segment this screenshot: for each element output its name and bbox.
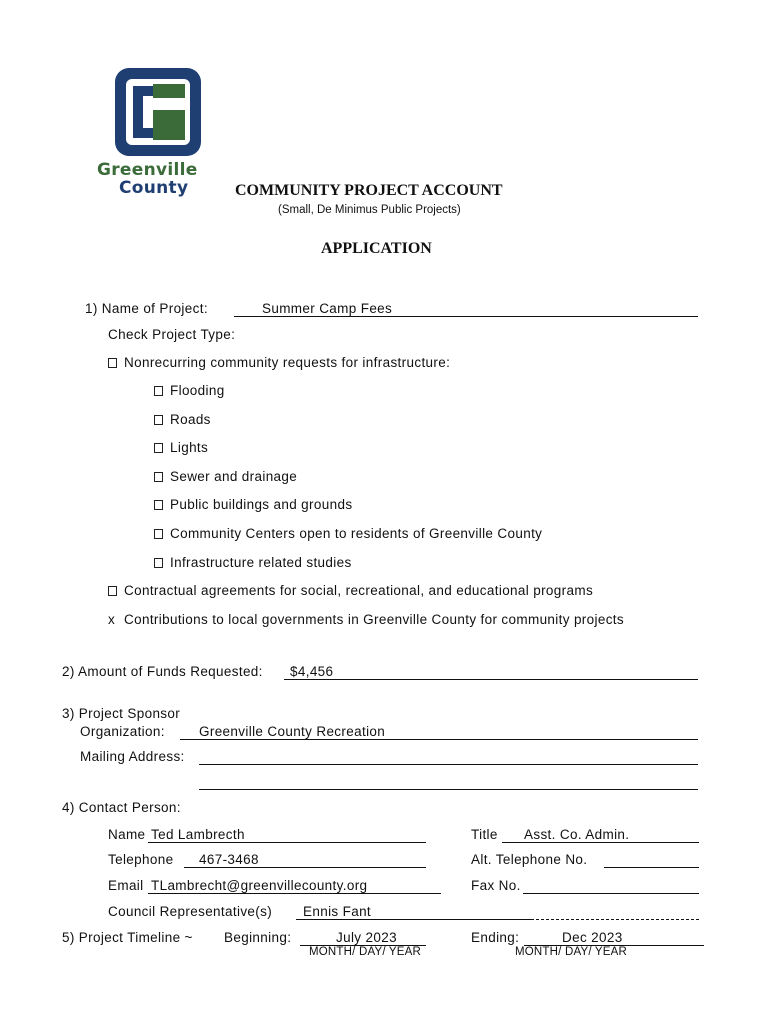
q4-label: 4) Contact Person: — [62, 800, 181, 815]
mailing-address-label: Mailing Address: — [80, 749, 185, 764]
checkbox[interactable] — [154, 472, 163, 482]
check-type-label: Check Project Type: — [108, 327, 236, 342]
fax-label: Fax No. — [471, 878, 521, 893]
option-sewer[interactable]: Sewer and drainage — [154, 469, 297, 484]
council-line-ext — [536, 919, 699, 920]
name-label: Name — [108, 827, 146, 842]
ending-label: Ending: — [471, 930, 520, 945]
option-public-buildings[interactable]: Public buildings and grounds — [154, 497, 352, 512]
organization-line — [180, 739, 698, 740]
title-label: Title — [471, 827, 498, 842]
name-line — [148, 842, 426, 843]
option-contractual[interactable]: Contractual agreements for social, recreational, and educational programs — [108, 583, 593, 598]
logo-line1: Greenville — [97, 160, 198, 180]
project-name-line — [234, 316, 698, 317]
project-name-value[interactable]: Summer Camp Fees — [262, 301, 393, 316]
checkbox[interactable] — [108, 586, 117, 596]
option-community-centers[interactable]: Community Centers open to residents of Greenville County — [154, 526, 542, 541]
amount-line — [284, 679, 698, 680]
alt-telephone-line[interactable] — [604, 867, 699, 868]
q2-label: 2) Amount of Funds Requested: — [62, 664, 263, 679]
q1-label: 1) Name of Project: — [85, 301, 208, 316]
beginning-label: Beginning: — [224, 930, 292, 945]
q5-label: 5) Project Timeline ~ — [62, 930, 193, 945]
telephone-label: Telephone — [108, 852, 174, 867]
telephone-value[interactable]: 467-3468 — [199, 852, 259, 867]
greenville-county-logo — [95, 64, 225, 204]
option-infrastructure-studies[interactable]: Infrastructure related studies — [154, 555, 352, 570]
checkbox[interactable] — [154, 558, 163, 568]
option-flooding[interactable]: Flooding — [154, 383, 225, 398]
fax-line[interactable] — [523, 893, 699, 894]
checkbox[interactable] — [108, 358, 117, 368]
form-title: COMMUNITY PROJECT ACCOUNT — [235, 182, 503, 199]
option-roads[interactable]: Roads — [154, 412, 211, 427]
checkbox[interactable] — [154, 529, 163, 539]
email-line — [148, 893, 441, 894]
gc-logo-icon — [95, 64, 225, 164]
telephone-line — [184, 867, 426, 868]
mailing-address-line-1[interactable] — [199, 764, 698, 765]
organization-label: Organization: — [80, 724, 165, 739]
beginning-date-hint: MONTH/ DAY/ YEAR — [309, 946, 422, 958]
council-label: Council Representative(s) — [108, 904, 273, 919]
alt-telephone-label: Alt. Telephone No. — [471, 852, 588, 867]
organization-value[interactable]: Greenville County Recreation — [199, 724, 386, 739]
name-value[interactable]: Ted Lambrecth — [151, 827, 245, 842]
checkbox[interactable] — [154, 500, 163, 510]
q3-label: 3) Project Sponsor — [62, 706, 181, 721]
option-contributions[interactable]: x Contributions to local governments in Greenville County for community projects — [108, 612, 625, 627]
email-label: Email — [108, 878, 144, 893]
checked-mark[interactable]: x — [108, 612, 116, 627]
email-value[interactable]: TLambrecht@greenvillecounty.org — [151, 878, 368, 893]
form-subtitle: (Small, De Minimus Public Projects) — [278, 204, 461, 216]
title-value[interactable]: Asst. Co. Admin. — [524, 827, 630, 842]
mailing-address-line-2[interactable] — [199, 789, 698, 790]
ending-value[interactable]: Dec 2023 — [562, 930, 623, 945]
logo-line2: County — [119, 178, 189, 198]
amount-value[interactable]: $4,456 — [290, 664, 334, 679]
option-lights[interactable]: Lights — [154, 440, 208, 455]
council-value[interactable]: Ennis Fant — [303, 904, 372, 919]
option-nonrecurring[interactable]: Nonrecurring community requests for infrastructure: — [108, 355, 450, 370]
beginning-value[interactable]: July 2023 — [336, 930, 397, 945]
ending-date-hint: MONTH/ DAY/ YEAR — [515, 946, 628, 958]
checkbox[interactable] — [154, 443, 163, 453]
council-line — [296, 919, 534, 920]
form-heading: APPLICATION — [321, 240, 432, 257]
checkbox[interactable] — [154, 386, 163, 396]
title-line — [502, 842, 699, 843]
checkbox[interactable] — [154, 415, 163, 425]
